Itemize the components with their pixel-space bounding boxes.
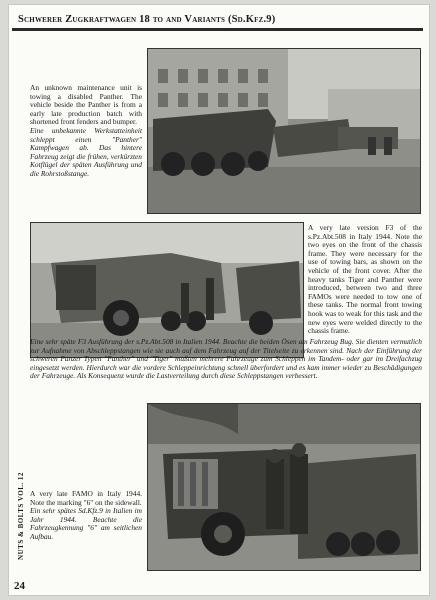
caption-photo2-german-block [30, 338, 422, 381]
caption-photo1-en: An unknown maintenance unit is towing a disabled Panther. The vehicle beside the Panther is from a early late production batch with shortened front fenders and bumper. [30, 83, 142, 127]
header-rule [12, 28, 423, 31]
spine-text [13, 468, 25, 568]
caption-photo3-de: Ein sehr spätes Sd.Kfz.9 in Italien im Jahr 1944. Beachte die Fahrzeugkennung "6" am seitlichen Aufbau. [30, 506, 142, 541]
caption-photo2 [30, 224, 422, 336]
caption-photo3 [30, 490, 142, 542]
page-number: 24 [14, 580, 25, 592]
caption-photo2-en: A very late version F3 of the s.Pz.Abt.508 in Italy 1944. Note the two eyes on the front of the chassis frame. They were necessary for the use of towing bars, as shown on the vehicle of the front cover. After the heavy tanks Tiger and Panther were introduced, between two and three FAMOs were needed to tow one of these tanks. The normal front towing hook was to weak for this task and the new eyes were welded directly to the chassis frame. [308, 223, 422, 336]
spine-label: NUTS & BOLTS VOL. 12 [17, 472, 25, 560]
caption-photo3-en: A very late FAMO in Italy 1944. Note the marking "6" on the sidewall. [30, 489, 142, 507]
page-title: Schwerer Zugkraftwagen 18 to and Variants (Sd.Kfz.9) [18, 14, 276, 25]
caption-photo1 [30, 84, 142, 179]
photo-famo-marking-6 [147, 403, 421, 571]
photo-towing-panther [147, 48, 421, 214]
caption-photo1-de: Eine unbekannte Werkstatteinheit schleppt einen "Panther" Kampfwagen ab. Das hintere Fahrzeug zeigt die frühen, verkürzten Kotflügel der späten Ausführung und die Rohrstoßstange. [30, 125, 142, 178]
caption-photo2-de: Eine sehr späte F3 Ausführung der s.Pz.Abt.508 in Italien 1944. Beachte die beiden Ösen am Fahrzeug Bug. Sie dienten vermutlich zur Aufnahme von Abschleppstangen wie sie auch auf dem Fahrzeug auf der Titelseite zu erkennen sind. Nach der Einführung der schweren Panzer Typen "Panther" und "Tiger" mußten mehrere Fahrzeuge zum Schleppen im Tandem- oder gar im Dreifachzug eingesetzt werden. Hierdurch war die vordere Schleppeinrichtung schnell überfordert und es kam immer wieder zu Beschädigungen der Fahrzeuge. Als Konsequenz wurde die Lastverteilung durch diese Schleppstangen verbessert. [30, 337, 422, 381]
